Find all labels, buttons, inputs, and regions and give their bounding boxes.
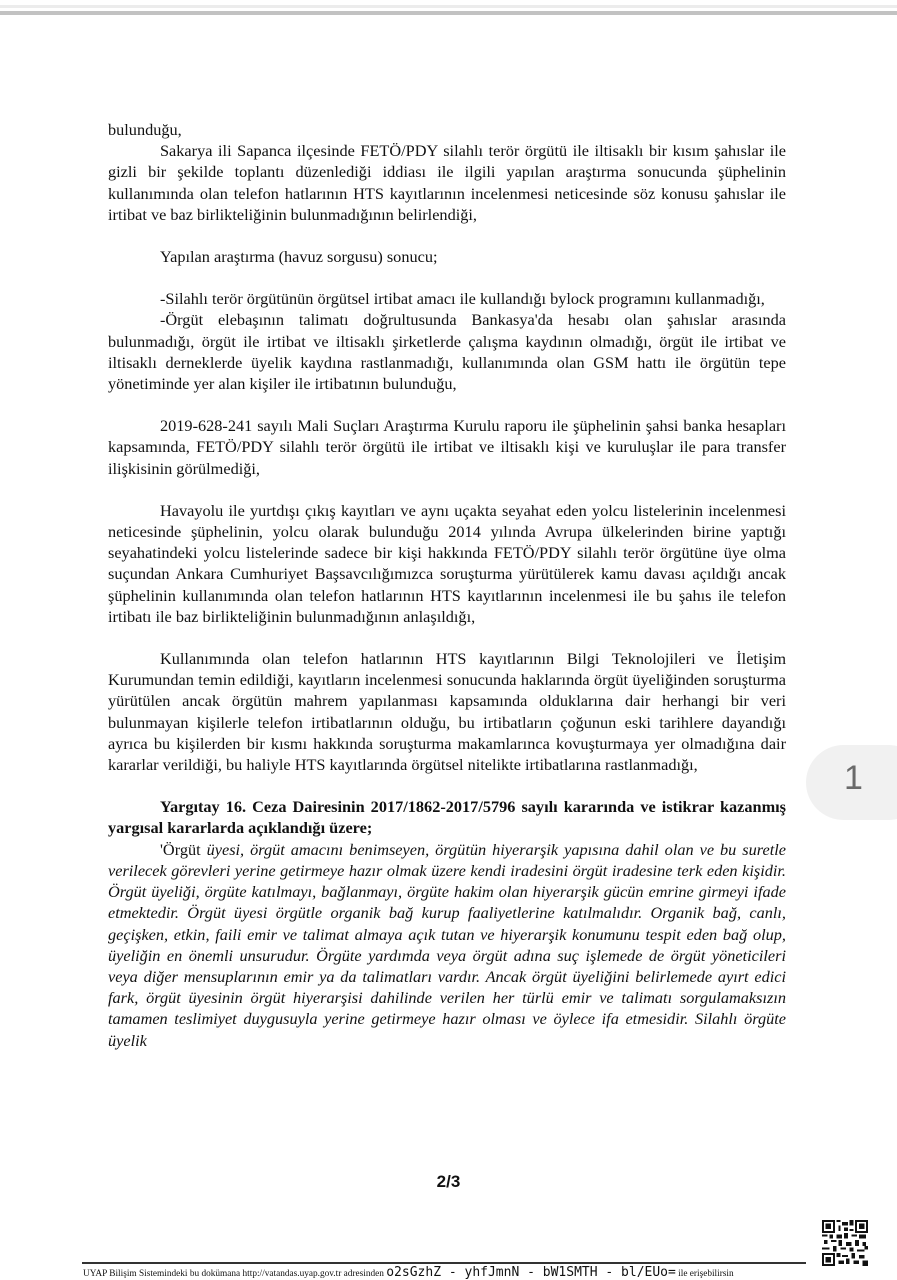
paragraph-havuz-sorgusu: Yapılan araştırma (havuz sorgusu) sonucu; xyxy=(160,247,438,267)
paragraph-continuation: bulunduğu, xyxy=(108,120,182,139)
qr-code-icon xyxy=(822,1220,868,1266)
footer-divider xyxy=(82,1262,806,1264)
viewer-toolbar-edge xyxy=(0,11,897,15)
footer-access-code: o2sGzhZ - yhfJmnN - bW1SMTH - bl/EUo= xyxy=(386,1265,676,1280)
paragraph-bylock: -Silahlı terör örgütünün örgütsel irtibat amacı ile kullandığı bylock programını kullanmadığı, xyxy=(160,289,765,309)
paragraph-hts-records: Kullanımında olan telefon hatlarının HTS kayıtlarının Bilgi Teknolojileri ve İletişim Kurumundan temin edildiği, kayıtların incelenmesi sonucunda haklarında örgüt üyeliğinden soruşturma yürütülen ancak örgütün mahrem yapılanması kapsamında olduklarına dair herhangi bir veri bulunmayan kişilerle telefon irtibatlarının olduğu, bu irtibatların çoğunun eski tarihlere dayandığı ayrıca bu kişilerden bir kısmı hakkında soruşturma makamlarınca kovuşturmaya yer olmadığına dair kararlar verildiği, bu haliyle HTS kayıtlarında örgütsel nitelikte irtibatlarına rastlanmadığı, xyxy=(108,649,786,775)
quote-italic-text: üyesi, örgüt amacını benimseyen, örgütün hiyerarşik yapısına dahil olan ve bu suretle verilecek görevleri yerine getirmeye hazır olmak üzere kendi iradesini örgüt iradesine terk eden kişidir. Örgüt üyeliği, örgüte katılmayı, bağlanmayı, örgüte hakim olan hiyerarşik gücün emrine girmeyi ifade etmektedir. Örgüt üyesi örgütle organik bağ kurup faaliyetlerine katılmalıdır. Organik bağ, canlı, geçişken, etkin, faili emir ve talimat almaya açık tutan ve hiyerarşik konumunu tespit eden bağ olup, üyeliğin en önemli unsurudur. Örgüte yardımda veya örgüt adına suç işlemede de örgüt yöneticileri veya diğer mensuplarının emir ya da talimatları vardır. Ancak örgüt üyeliğini belirlemede ayırt edici fark, örgüt üyesinin örgüt hiyerarşisi dahilinde verilen her türlü emir ve talimatı sorgulamaksızın tamamen teslimiyet duygusuyla yerine getirmeye hazır olması ve öylece ifa etmesidir. Silahlı örgüte üyelik xyxy=(108,839,786,1050)
page-indicator-number: 1 xyxy=(844,759,863,797)
paragraph-quote xyxy=(108,839,786,1051)
viewer-top-border xyxy=(0,5,897,8)
footer-prefix: UYAP Bilişim Sistemindeki bu dokümana http://vatandas.uyap.gov.tr adresinden xyxy=(83,1269,387,1279)
paragraph-masak-report: 2019-628-241 sayılı Mali Suçları Araştırma Kurulu raporu ile şüphelinin şahsi banka hesapları kapsamında, FETÖ/PDY silahlı terör örgütü ile irtibat ve iltisaklı kişi ve kuruluşlar ile para transfer ilişkisinin görülmediği, xyxy=(108,416,786,478)
footer-access-note xyxy=(83,1265,734,1280)
paragraph-travel-records: Havayolu ile yurtdışı çıkış kayıtları ve aynı uçakta seyahat eden yolcu listelerinin incelenmesi neticesinde şüphelinin, yolcu olarak bulunduğu 2014 yılında Avrupa ülkelerinden birine yaptığı seyahatindeki yolcu listelerinde sadece bir kişi hakkında FETÖ/PDY silahlı terör örgütüne üye olma suçundan Ankara Cumhuriyet Başsavcılığımızca soruşturma yürütülerek kamu davası açıldığı ancak şüphelinin kullanımında olan telefon hatlarının HTS kayıtlarının incelenmesi ile bu şahıs ile telefon irtibatı ile baz birlikteliğinin bulunmadığının anlaşıldığı, xyxy=(108,500,786,626)
page-indicator-badge[interactable] xyxy=(806,745,897,820)
footer-suffix: ile erişebilirsin xyxy=(675,1269,734,1279)
quote-lead: 'Örgüt xyxy=(160,839,207,859)
paragraph-bankasya: -Örgüt elebaşının talimatı doğrultusunda Bankasya'da hesabı olan şahıslar arasında bulunmadığı, örgüt ile irtibat ve iltisaklı şirketlerde çalışma kaydının olmadığı, örgüt ile irtibat ve iltisaklı derneklerde üyelik kaydına rastlanmadığı, kullanımında olan GSM hattı ile örgütün tepe yönetiminde yer alan kişiler ile irtibatının bulunduğu, xyxy=(108,310,786,394)
document-page-body xyxy=(108,119,786,1051)
paragraph-yargitay-heading: Yargıtay 16. Ceza Dairesinin 2017/1862-2017/5796 sayılı kararında ve istikrar kazanmış yargısal kararlarda açıklandığı üzere; xyxy=(108,797,786,838)
paragraph-sapanca: Sakarya ili Sapanca ilçesinde FETÖ/PDY silahlı terör örgütü ile iltisaklı bir kısım şahıslar ile gizli bir şekilde toplantı düzenlediği iddiası ile ilgili yapılan araştırma sonucunda şüphelinin kullanımında olan telefon hatlarının HTS kayıtlarının incelenmesi neticesinde söz konusu şahıslar ile irtibat ve baz birlikteliğinin bulunmadığının belirlendiği, xyxy=(108,141,786,224)
page-number: 2/3 xyxy=(436,1172,461,1191)
